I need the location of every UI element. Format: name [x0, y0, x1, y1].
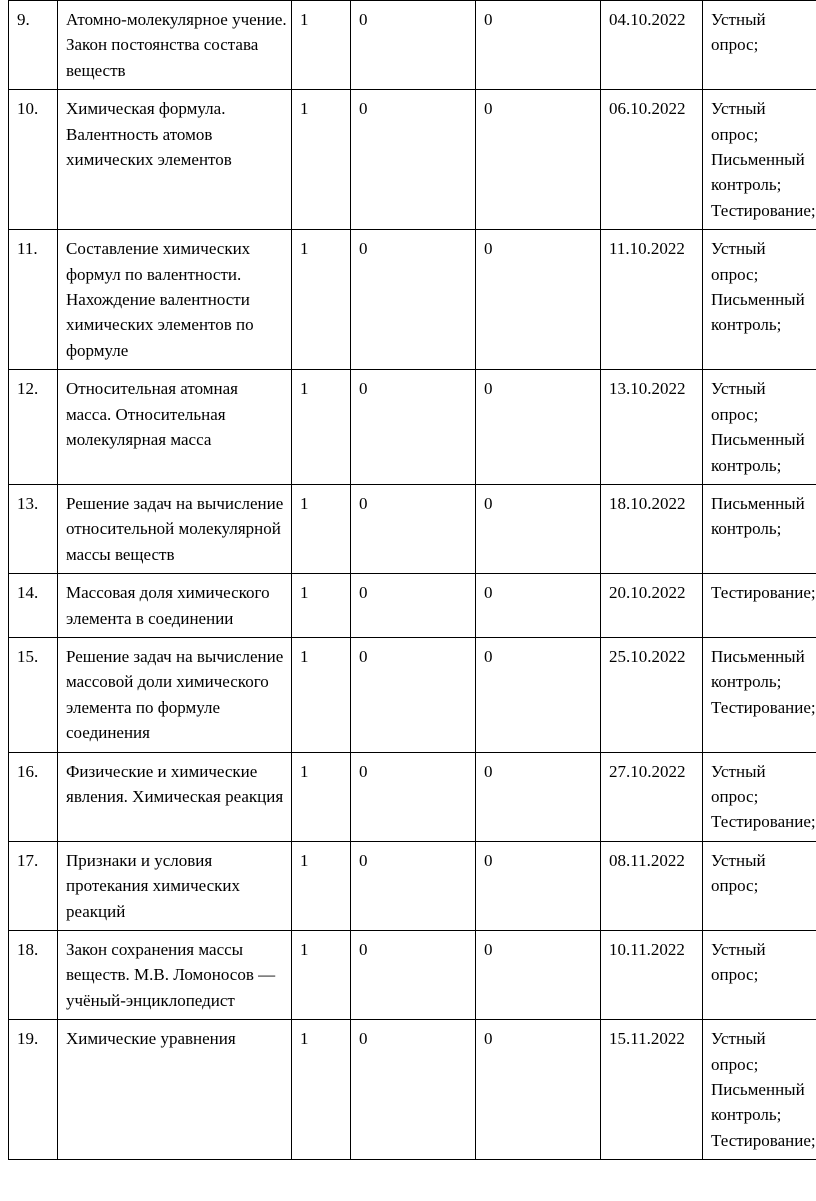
practical-works-cell: 0 — [476, 752, 601, 841]
assessment-form-line: Тестирование; — [711, 200, 816, 220]
study-date-cell: 18.10.2022 — [601, 484, 703, 573]
lesson-topic-cell: Химические уравнения — [58, 1020, 292, 1160]
assessment-forms-cell — [703, 752, 816, 841]
practical-works-cell: 0 — [476, 574, 601, 638]
assessment-form-line: опрос; — [711, 786, 759, 806]
lesson-topic-cell: Относительная атомная масса. Относительная молекулярная масса — [58, 370, 292, 485]
assessment-form-line: контроль; — [711, 455, 782, 475]
total-hours-cell: 1 — [292, 931, 351, 1020]
assessment-form-line: Устный — [711, 1029, 766, 1049]
lesson-number-cell: 14. — [9, 574, 58, 638]
study-date-cell: 06.10.2022 — [601, 90, 703, 230]
lesson-number-cell: 13. — [9, 484, 58, 573]
assessment-forms-cell — [703, 370, 816, 485]
assessment-forms-cell — [703, 230, 816, 370]
control-works-cell: 0 — [351, 1020, 476, 1160]
assessment-form-line: Письменный — [711, 150, 805, 170]
study-date-cell: 15.11.2022 — [601, 1020, 703, 1160]
practical-works-cell: 0 — [476, 484, 601, 573]
assessment-form-line: Тестирование; — [711, 812, 816, 832]
assessment-form-line: Устный — [711, 850, 766, 870]
lesson-number-cell: 15. — [9, 637, 58, 752]
assessment-form-line: Тестирование; — [711, 697, 816, 717]
lesson-number-cell: 10. — [9, 90, 58, 230]
lesson-topic-cell: Закон сохранения массы веществ. М.В. Ломоносов — учёный-энциклопедист — [58, 931, 292, 1020]
table-row — [9, 90, 816, 230]
control-works-cell: 0 — [351, 90, 476, 230]
practical-works-cell: 0 — [476, 370, 601, 485]
assessment-form-line: Устный — [711, 239, 766, 259]
assessment-form-line: Тестирование; — [711, 1130, 816, 1150]
assessment-form-line: Устный — [711, 379, 766, 399]
control-works-cell: 0 — [351, 841, 476, 930]
assessment-forms-cell — [703, 931, 816, 1020]
lesson-topic-cell: Решение задач на вычисление массовой доли химического элемента по формуле соединения — [58, 637, 292, 752]
assessment-forms-cell — [703, 1, 816, 90]
assessment-form-line: опрос; — [711, 1054, 759, 1074]
total-hours-cell: 1 — [292, 370, 351, 485]
assessment-form-line: контроль; — [711, 175, 782, 195]
total-hours-cell: 1 — [292, 1020, 351, 1160]
practical-works-cell: 0 — [476, 637, 601, 752]
lesson-number-cell: 17. — [9, 841, 58, 930]
lesson-number-cell: 16. — [9, 752, 58, 841]
assessment-form-line: контроль; — [711, 315, 782, 335]
total-hours-cell: 1 — [292, 1, 351, 90]
control-works-cell: 0 — [351, 574, 476, 638]
practical-works-cell: 0 — [476, 230, 601, 370]
practical-works-cell: 0 — [476, 90, 601, 230]
table-row — [9, 370, 816, 485]
assessment-forms-cell — [703, 841, 816, 930]
lesson-topic-cell: Признаки и условия протекания химических реакций — [58, 841, 292, 930]
total-hours-cell: 1 — [292, 484, 351, 573]
table-row — [9, 931, 816, 1020]
study-date-cell: 11.10.2022 — [601, 230, 703, 370]
lesson-number-cell: 9. — [9, 1, 58, 90]
table-row — [9, 230, 816, 370]
study-date-cell: 27.10.2022 — [601, 752, 703, 841]
practical-works-cell: 0 — [476, 841, 601, 930]
table-row — [9, 574, 816, 638]
lesson-number-cell: 18. — [9, 931, 58, 1020]
control-works-cell: 0 — [351, 484, 476, 573]
study-date-cell: 13.10.2022 — [601, 370, 703, 485]
study-date-cell: 25.10.2022 — [601, 637, 703, 752]
total-hours-cell: 1 — [292, 752, 351, 841]
assessment-form-line: Тестирование; — [711, 583, 816, 603]
total-hours-cell: 1 — [292, 841, 351, 930]
assessment-form-line: контроль; — [711, 672, 782, 692]
lesson-topic-cell: Химическая формула. Валентность атомов химических элементов — [58, 90, 292, 230]
table-row — [9, 1020, 816, 1160]
assessment-form-line: Устный — [711, 940, 766, 959]
control-works-cell: 0 — [351, 637, 476, 752]
total-hours-cell: 1 — [292, 90, 351, 230]
total-hours-cell: 1 — [292, 574, 351, 638]
practical-works-cell: 0 — [476, 1020, 601, 1160]
assessment-form-line: Устный — [711, 99, 766, 119]
assessment-form-line: Письменный — [711, 646, 805, 666]
assessment-forms-cell — [703, 574, 816, 638]
assessment-forms-cell — [703, 1020, 816, 1160]
control-works-cell: 0 — [351, 1, 476, 90]
assessment-forms-cell — [703, 484, 816, 573]
practical-works-cell: 0 — [476, 931, 601, 1020]
assessment-form-line: опрос; — [711, 124, 759, 144]
lesson-topic-cell: Физические и химические явления. Химическая реакция — [58, 752, 292, 841]
table-row — [9, 1, 816, 90]
study-date-cell: 10.11.2022 — [601, 931, 703, 1020]
assessment-form-line: Устный — [711, 10, 766, 29]
lesson-number-cell: 11. — [9, 230, 58, 370]
control-works-cell: 0 — [351, 931, 476, 1020]
table-row — [9, 484, 816, 573]
assessment-form-line: Письменный — [711, 1080, 805, 1100]
study-date-cell: 04.10.2022 — [601, 1, 703, 90]
table-row — [9, 841, 816, 930]
assessment-form-line: Письменный — [711, 493, 805, 513]
assessment-form-line: опрос; — [711, 876, 759, 896]
assessment-form-line: Письменный — [711, 290, 805, 310]
assessment-form-line: опрос; — [711, 35, 759, 55]
assessment-form-line: опрос; — [711, 264, 759, 284]
study-date-cell: 08.11.2022 — [601, 841, 703, 930]
assessment-form-line: контроль; — [711, 519, 782, 539]
assessment-form-line: опрос; — [711, 965, 759, 985]
total-hours-cell: 1 — [292, 637, 351, 752]
lesson-topic-cell: Атомно-молекулярное учение. Закон постоянства состава веществ — [58, 1, 292, 90]
table-row — [9, 752, 816, 841]
lesson-plan-table-body — [9, 1, 816, 1160]
study-date-cell: 20.10.2022 — [601, 574, 703, 638]
control-works-cell: 0 — [351, 230, 476, 370]
control-works-cell: 0 — [351, 752, 476, 841]
lesson-topic-cell: Массовая доля химического элемента в соединении — [58, 574, 292, 638]
assessment-form-line: опрос; — [711, 404, 759, 424]
assessment-forms-cell — [703, 90, 816, 230]
assessment-form-line: Устный — [711, 761, 766, 781]
lesson-topic-cell: Составление химических формул по валентности. Нахождение валентности химических элементов по формуле — [58, 230, 292, 370]
table-row — [9, 637, 816, 752]
lesson-plan-table — [8, 0, 816, 1160]
lesson-number-cell: 12. — [9, 370, 58, 485]
lesson-number-cell: 19. — [9, 1020, 58, 1160]
total-hours-cell: 1 — [292, 230, 351, 370]
control-works-cell: 0 — [351, 370, 476, 485]
practical-works-cell: 0 — [476, 1, 601, 90]
assessment-form-line: Письменный — [711, 430, 805, 450]
assessment-form-line: контроль; — [711, 1105, 782, 1125]
assessment-forms-cell — [703, 637, 816, 752]
lesson-topic-cell: Решение задач на вычисление относительной молекулярной массы веществ — [58, 484, 292, 573]
